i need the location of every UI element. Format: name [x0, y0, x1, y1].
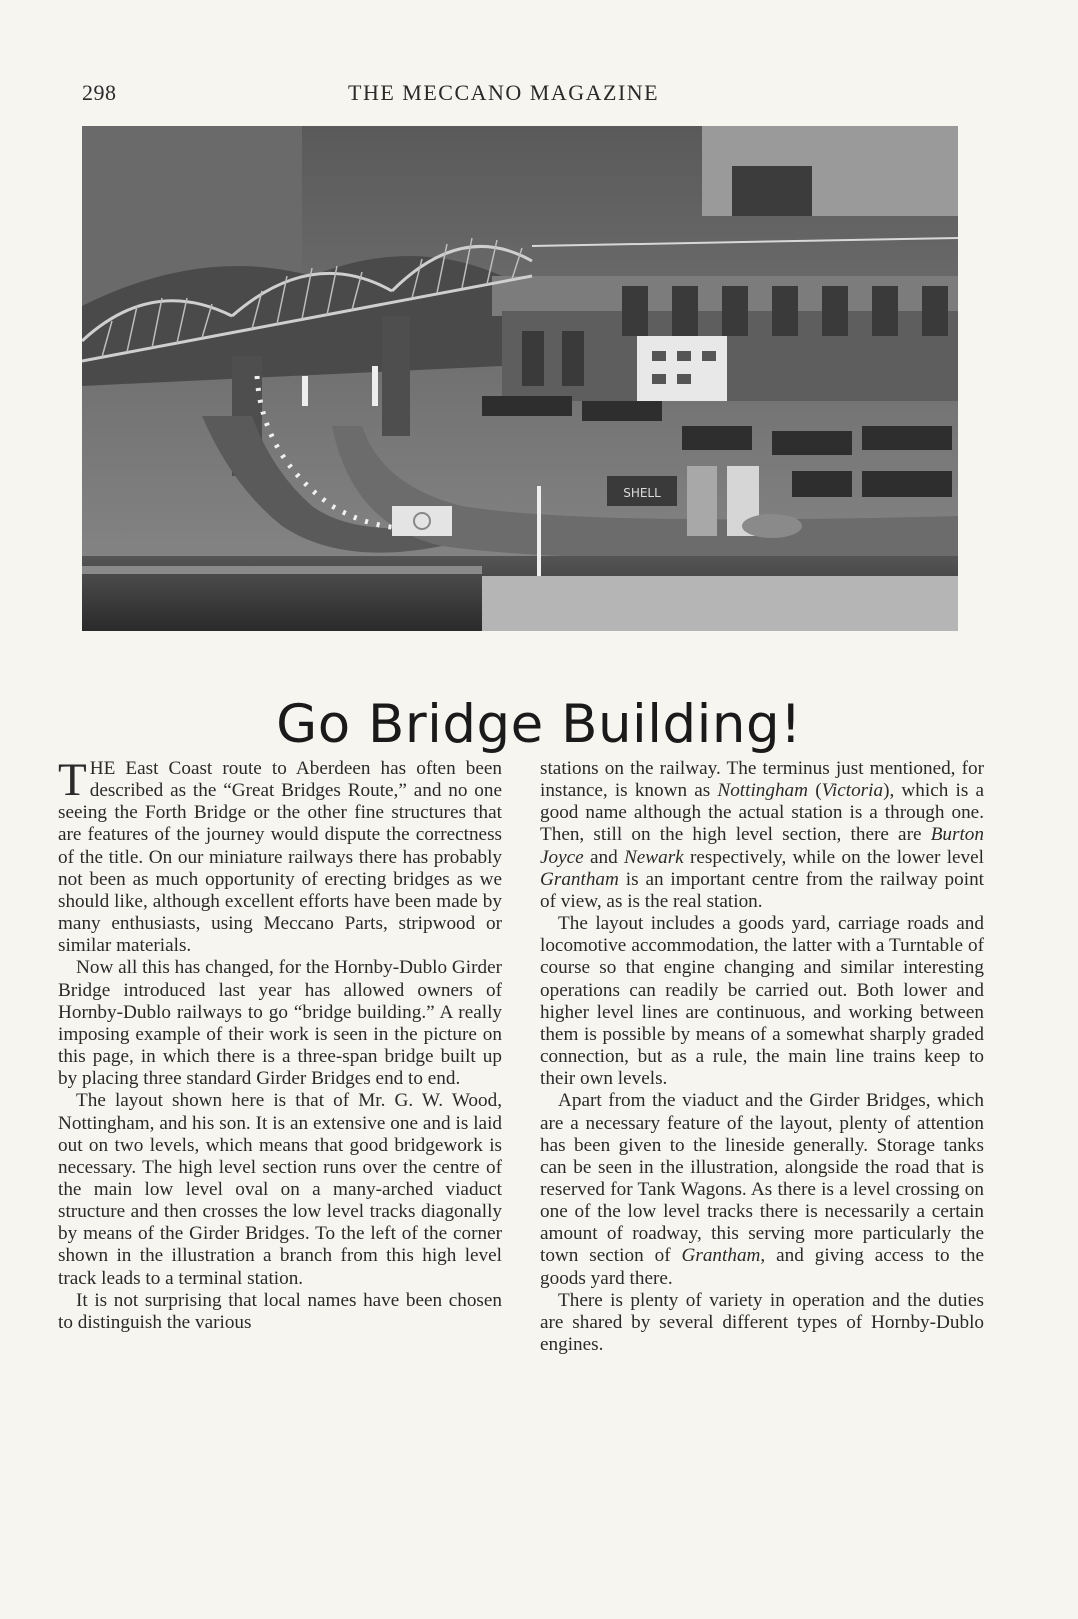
- drop-cap: T: [58, 754, 87, 806]
- text-run: and: [583, 846, 624, 868]
- model-railway-photo-icon: [82, 126, 958, 631]
- place-name: Grantham: [540, 868, 619, 890]
- paragraph: There is plenty of variety in operation and the duties are shared by several different types of Hornby-Dublo engines.: [540, 1289, 984, 1356]
- text-run: (: [808, 780, 822, 802]
- paragraph: [58, 754, 502, 957]
- text-run: ), which is a good name although the actual station is a through one. Then, still on the high level section, there are: [540, 780, 984, 846]
- article-column-left: [58, 754, 502, 1334]
- place-name: Newark: [623, 846, 684, 868]
- place-name: Grantham: [681, 1245, 761, 1267]
- paragraph: The layout includes a goods yard, carriage roads and locomotive accommodation, the latter with a Turntable of course so that engine changing and similar interesting operations can readily be carried out. Both lower and higher level lines are continuous, and working between them is possible by means of a somewhat sharply graded connection, but as a rule, the main line trains keep to their own levels.: [540, 913, 984, 1090]
- text-run: , and giving access to the goods yard there.: [540, 1245, 984, 1289]
- paragraph-text: HE East Coast route to Aberdeen has often been described as the “Great Bridges Route,” and no one seeing the Forth Bridge or the other fine structures that are features of the journey would dispute the correctness of the title. On our miniature railways there has probably not been as much opportunity of erecting bridges as we should like, although excellent efforts have been made by many enthusiasts, using Meccano Parts, stripwood or similar materials.: [58, 758, 502, 957]
- place-name: Burton Joyce: [540, 824, 984, 868]
- paragraph: The layout shown here is that of Mr. G. W. Wood, Nottingham, and his son. It is an extensive one and is laid out on two levels, which means that good bridgework is necessary. The high level section runs over the centre of the main low level oval on a many-arched viaduct structure and then crosses the low level tracks diagonally by means of the Girder Bridges. To the left of the corner shown in the illustration a branch from this high level track leads to a terminal station.: [58, 1090, 502, 1289]
- paragraph: [540, 1090, 984, 1289]
- model-railway-photo: [82, 126, 958, 631]
- place-name: Nottingham: [717, 780, 809, 802]
- text-run: respectively, while on the lower level: [683, 846, 984, 868]
- article-column-right: [540, 758, 984, 1356]
- magazine-title: THE MECCANO MAGAZINE: [348, 80, 660, 105]
- paragraph: [540, 758, 984, 913]
- article-title: Go Bridge Building!: [276, 693, 802, 755]
- text-run: stations on the railway. The terminus just mentioned, for instance, is known as: [540, 758, 984, 802]
- text-run: is an important centre from the railway point of view, as is the real station.: [540, 868, 984, 912]
- paragraph: Now all this has changed, for the Hornby-Dublo Girder Bridge introduced last year has allowed owners of Hornby-Dublo railways to go “bridge building.” A really imposing example of their work is seen in the picture on this page, in which there is a three-span bridge built up by placing three standard Girder Bridges end to end.: [58, 957, 502, 1090]
- paragraph: It is not surprising that local names have been chosen to distinguish the various: [58, 1289, 502, 1333]
- shell-sign: SHELL: [623, 486, 661, 500]
- page-number: 298: [82, 80, 117, 105]
- place-name: Victoria: [821, 780, 884, 802]
- text-run: Apart from the viaduct and the Girder Bridges, which are a necessary feature of the layout, plenty of attention has been given to the lineside generally. Storage tanks can be seen in the illustration, alongside the road that is reserved for Tank Wagons. As there is a level crossing on one of the low level tracks there is necessarily a certain amount of roadway, this serving more particularly the town section of: [540, 1090, 984, 1267]
